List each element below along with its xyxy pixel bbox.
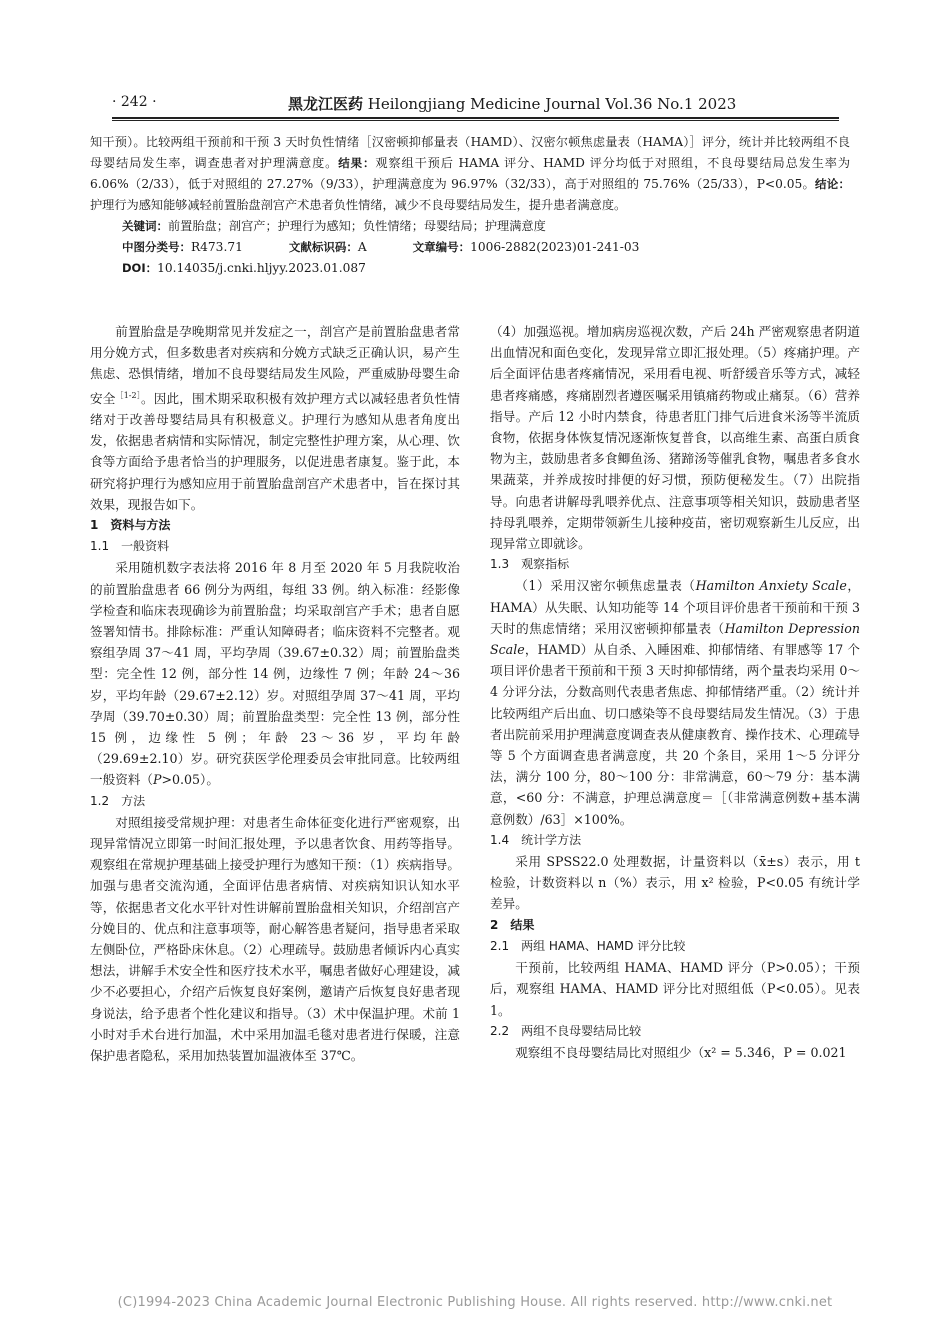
section-heading-1-3: 1.3 观察指标 [490,557,570,572]
observation-text-2: ，HAMA）从失眠、认知功能等 14 个项目评价患者干预前和干预 3 天时的焦虑情绪；采用汉密顿抑郁量表（ [490,578,861,636]
abstract-block [90,132,850,279]
general-info-paragraph [90,557,460,790]
journal-title-en: Heilongjiang Medicine Journal Vol.36 No.1 2023 [367,95,737,113]
abstract-conclusion-text: 护理行为感知能够减轻前置胎盘剖宫产术患者负性情绪，减少不良母婴结局发生，提升患者满意度。 [90,198,627,212]
journal-title [288,93,736,114]
section-heading-2-1: 2.1 两组 HAMA、HAMD 评分比较 [490,938,686,953]
section-heading-1-2: 1.2 方法 [90,793,146,808]
method-continued-paragraph: （4）加强巡视。增加病房巡视次数，产后 24h 严密观察患者阴道出血情况和面色变化，发现异常立即汇报处理。（5）疼痛护理。产后全面评估患者疼痛情况，采用看电视、听舒缓音乐等方式，减轻患者疼痛感，疼痛剧烈者遵医嘱采用镇痛药物或止痛泵。（6）营养指导。产后 12 小时内禁食，待患者肛门排气后进食米汤等半流质食物，依据身体恢复情况逐渐恢复普食，以高维生素、高蛋白质食物为主，鼓励患者多食鲫鱼汤、猪蹄汤等催乳食物，嘱患者多食水果蔬菜，并养成按时排便的好习惯，预防便秘发生。（7）出院指导。向患者讲解母乳喂养优点、注意事项等相关知识，鼓励患者坚持母乳喂养，定期带领新生儿接种疫苗，密切观察新生儿反应，出现异常立即就诊。 [490,324,860,552]
copyright-footer: (C)1994-2023 China Academic Journal Electronic Publishing House. All rights reserved. http://www.cnki.net [117,1295,833,1310]
doi-label: DOI： [122,261,158,275]
section-heading-2: 2 结果 [490,917,535,932]
right-column [490,321,860,1063]
conclusion-label: 结论： [814,177,850,191]
results-paragraph-1: 干预前，比较两组 HAMA、HAMD 评分（P>0.05）；干预后，观察组 HAMA、HAMD 评分比对照组低（P<0.05）。见表 1。 [490,960,860,1018]
header-rule-thin [112,120,839,121]
intro-paragraph [90,321,460,515]
general-info-p: P [152,772,162,788]
classification-line [122,237,850,258]
intro-text: 前置胎盘是孕晚期常见并发症之一，剖宫产是前置胎盘患者常用分娩方式，但多数患者对疾病和分娩方式缺乏正确认识，易产生焦虑、恐惧情绪，增加不良母婴结局发生风险，严重威胁母婴生命安全 [90,324,460,406]
page-number: · 242 · [112,94,157,110]
intro-reference: ［1-2］ [115,390,141,400]
doc-code-label: 文献标识码： [288,240,358,254]
journal-title-cn: 黑龙江医药 [288,95,364,113]
observation-text-1: （1）采用汉密尔顿焦虑量表（ [515,578,696,594]
section-heading-1-4: 1.4 统计学方法 [490,832,582,847]
clc-value: R473.71 [191,240,243,254]
keywords-value: 前置胎盘；剖宫产；护理行为感知；负性情绪；母婴结局；护理满意度 [168,219,546,233]
left-column [90,321,460,1066]
hama-english-name: Hamilton Anxiety Scale [695,578,847,594]
keywords-line [122,216,850,237]
method-paragraph: 对照组接受常规护理：对患者生命体征变化进行严密观察，出现异常情况立即第一时间汇报处理，予以患者饮食、用药等指导。观察组在常规护理基础上接受护理行为感知干预：（1）疾病指导。加强与患者交流沟通，全面评估患者病情、对疾病知识认知水平等，依据患者文化水平针对性讲解前置胎盘相关知识，介绍剖宫产分娩目的、优点和注意事项等，耐心解答患者疑问，指导患者采取左侧卧位，严格卧床休息。（2）心理疏导。鼓励患者倾诉内心真实想法，讲解手术安全性和医疗技术水平，嘱患者做好心理建设，减少不必要担心，介绍产后恢复良好案例，邀请产后恢复良好患者现身说法，给予患者个性化建议和指导。（3）术中保温护理。术前 1 小时对手术台进行加温，术中采用加温毛毯对患者进行保暖，注意保护患者隐私，采用加热装置加温液体至 37℃。 [90,814,460,1064]
hamd-english-name: Hamilton Depression Scale [490,620,860,658]
doi-line [122,258,850,279]
abstract-method-text: 知干预）。比较两组干预前和干预 3 天时负性情绪［汉密顿抑郁量表（HAMD）、汉密尔顿焦虑量表（HAMA）］评分，统计并比较两组不良母婴结局发生率，调查患者对护理满意度。 [90,135,850,170]
section-heading-2-2: 2.2 两组不良母婴结局比较 [490,1023,642,1038]
abstract-results-text: 观察组干预后 HAMA 评分、HAMD 评分均低于对照组，不良母婴结局总发生率为 6.06%（2/33），低于对照组的 27.27%（9/33），护理满意度为 96.97%（32/33），高于对照组的 75.76%（25/33），P<0.05。 [90,156,851,191]
abstract-paragraph [90,132,850,216]
clc-label: 中图分类号： [122,240,191,254]
running-header [112,93,839,115]
header-rule-thick [112,117,839,119]
intro-text-cont: 。因此，围术期采取积极有效护理方式以减轻患者负性情绪对于改善母婴结局具有积极意义。护理行为感知从患者角度出发，依据患者病情和实际情况，制定完整性护理方案，从心理、饮食等方面给予患者恰当的护理服务，以促进患者康复。鉴于此，本研究将护理行为感知应用于前置胎盘剖宫产术患者中，旨在探讨其效果，现报告如下。 [90,390,461,512]
article-number-value: 1006-2882(2023)01-241-03 [470,240,640,254]
general-info-end: >0.05）。 [161,772,219,788]
general-info-text: 采用随机数字表法将 2016 年 8 月至 2020 年 5 月我院收治的前置胎盘患者 66 例分为两组，每组 33 例。纳入标准：经影像学检查和临床表现确诊为前置胎盘；均采取剖宫产手术；患者自愿签署知情书。排除标准：严重认知障碍者；临床资料不完整者。观察组孕周 37～41 周，平均孕周（39.67±0.32）周；前置胎盘类型：完全性 12 例，部分性 14 例，边缘性 7 例；年龄 24～36 岁，平均年龄（29.67±2.12）岁。对照组孕周 37～41 周，平均孕周（39.70±0.30）周；前置胎盘类型：完全性 13 例，部分性 15 例，边缘性 5 例；年龄 23～36 岁，平均年龄（29.69±2.10）岁。研究获医学伦理委员会审批同意。比较两组一般资料（ [90,560,460,788]
section-heading-1-1: 1.1 一般资料 [90,539,170,554]
observation-paragraph [490,575,860,829]
article-number-label: 文章编号： [412,240,471,254]
doi-value: 10.14035/j.cnki.hljyy.2023.01.087 [157,261,366,275]
section-heading-1: 1 资料与方法 [90,518,171,533]
keywords-label: 关键词： [122,219,168,233]
statistics-paragraph: 采用 SPSS22.0 处理数据，计量资料以（x̄±s）表示，用 t 检验，计数资料以 n（%）表示，用 x² 检验，P<0.05 有统计学差异。 [490,854,860,912]
results-paragraph-2: 观察组不良母婴结局比对照组少（x² = 5.346，P = 0.021 [515,1044,847,1060]
observation-text-3: ，HAMD）从自杀、入睡困难、抑郁情绪、有罪感等 17 个项目评价患者干预前和干预 3 天时抑郁情绪，两个量表均采用 0～4 分评分法，分数高则代表患者焦虑、抑郁情绪严重。（2）统计并比较两组产后出血、切口感染等不良母婴结局发生情况。（3）于患者出院前采用护理满意度调查表从健康教育、操作技术、心理疏导等 5 个方面调查患者满意度，共 20 个条目，采用 1～5 分评分法，满分 100 分，80～100 分：非常满意，60～79 分：基本满意，<60 分：不满意，护理总满意度＝［（非常满意例数+基本满意例数）/63］×100%。 [490,642,860,827]
doc-code-value: A [357,240,367,254]
results-label: 结果： [338,156,376,170]
